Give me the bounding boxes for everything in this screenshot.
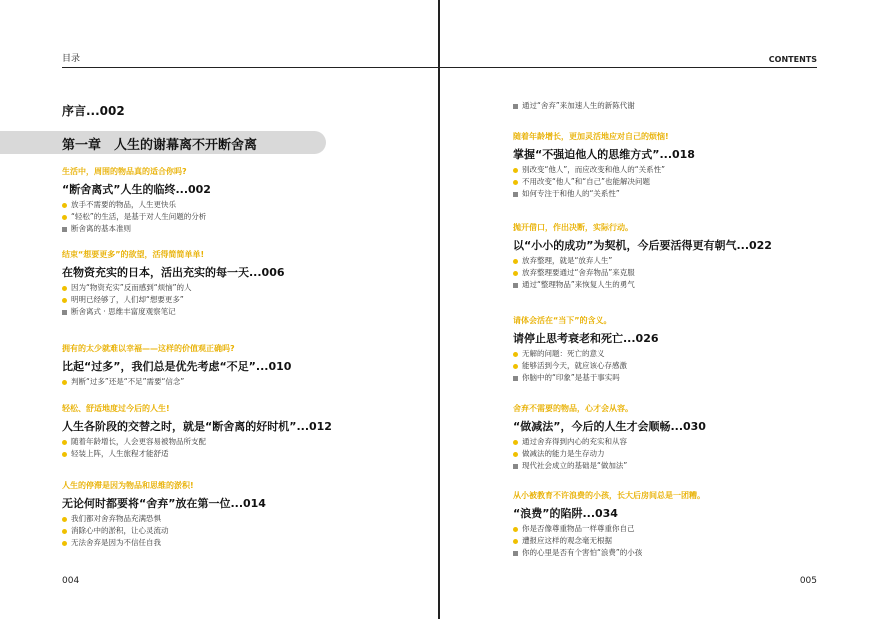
toc-item-text: 别改变“他人”，而应改变和他人的“关系性” xyxy=(522,165,666,174)
toc-item-list xyxy=(62,199,211,235)
dot-bullet-icon xyxy=(62,529,67,534)
toc-item xyxy=(513,348,659,360)
toc-section xyxy=(513,131,695,200)
square-bullet-icon xyxy=(513,376,518,381)
toc-item xyxy=(513,547,705,559)
toc-section-subtitle: 请体会活在“当下”的含义。 xyxy=(513,316,612,325)
lead-toc-item-text: 通过“舍弃”来加速人生的新陈代谢 xyxy=(522,101,635,110)
dot-bullet-icon xyxy=(513,440,518,445)
right-header-label: CONTENTS xyxy=(768,55,817,64)
toc-item xyxy=(62,211,211,223)
toc-item-text: 如何专注于和他人的“关系性” xyxy=(522,189,620,198)
left-header-rule xyxy=(62,67,438,68)
toc-item xyxy=(62,199,211,211)
toc-item-text: 遭报应这样的观念毫无根据 xyxy=(522,536,612,545)
toc-item-text: 你的心里是否有个害怕“浪费”的小孩 xyxy=(522,548,643,557)
chapter-title: 第一章 人生的谢幕离不开断舍离 xyxy=(62,138,258,153)
dot-bullet-icon xyxy=(62,298,67,303)
toc-section-subtitle: 生活中，周围的物品真的适合你吗? xyxy=(62,167,187,176)
toc-item-text: 因为“物资充实”反而感到“烦恼”的人 xyxy=(71,283,192,292)
toc-section-title[interactable]: 以“小小的成功”为契机，今后要活得更有朝气...022 xyxy=(513,239,772,252)
dot-bullet-icon xyxy=(513,364,518,369)
toc-item-text: 能够活到今天，就应该心存感激 xyxy=(522,361,627,370)
toc-item-list xyxy=(62,282,285,318)
toc-item xyxy=(513,523,705,535)
toc-item xyxy=(513,360,659,372)
toc-section xyxy=(513,490,705,559)
toc-item xyxy=(513,164,695,176)
toc-section xyxy=(513,315,659,384)
toc-section xyxy=(513,403,706,472)
toc-item-list xyxy=(513,523,705,559)
dot-bullet-icon xyxy=(513,352,518,357)
toc-item xyxy=(62,294,285,306)
toc-section xyxy=(62,480,266,549)
toc-item-text: 消除心中的淤积，让心灵流动 xyxy=(71,526,169,535)
toc-item-text: 放弃整理要通过“舍弃物品”来克服 xyxy=(522,268,635,277)
right-page xyxy=(440,0,875,619)
toc-item xyxy=(513,535,705,547)
toc-item-text: 现代社会成立的基础是“做加法” xyxy=(522,461,628,470)
toc-section-title[interactable]: 在物资充实的日本，活出充实的每一天...006 xyxy=(62,266,285,279)
lead-toc-item xyxy=(513,100,635,112)
toc-item xyxy=(62,282,285,294)
toc-item-text: 放弃整理，就是“放弃人生” xyxy=(522,256,613,265)
dot-bullet-icon xyxy=(62,541,67,546)
dot-bullet-icon xyxy=(62,215,67,220)
toc-item-text: 轻装上阵，人生旅程才能舒适 xyxy=(71,449,169,458)
toc-item xyxy=(513,372,659,384)
right-header-rule xyxy=(440,67,817,68)
toc-item-text: 通过舍弃得到内心的充实和从容 xyxy=(522,437,627,446)
toc-item-list xyxy=(62,436,332,460)
toc-item-list xyxy=(62,376,291,388)
toc-section-title[interactable]: 人生各阶段的交替之时，就是“断舍离的好时机”...012 xyxy=(62,420,332,433)
dot-bullet-icon xyxy=(62,203,67,208)
preface-entry: 序言...002 xyxy=(62,104,125,118)
toc-item xyxy=(513,279,772,291)
left-header-label: 目录 xyxy=(62,54,81,64)
dot-bullet-icon xyxy=(62,517,67,522)
toc-section xyxy=(62,249,285,318)
toc-section-subtitle: 人生的停滞是因为物品和思维的淤积! xyxy=(62,481,194,490)
toc-item xyxy=(62,513,266,525)
toc-section-title[interactable]: “做减法”，今后的人生才会顺畅...030 xyxy=(513,420,706,433)
dot-bullet-icon xyxy=(513,539,518,544)
toc-item xyxy=(513,188,695,200)
toc-item-list xyxy=(513,255,772,291)
toc-section-title[interactable]: 请停止思考衰老和死亡...026 xyxy=(513,332,659,345)
toc-item xyxy=(62,448,332,460)
toc-item-list xyxy=(513,436,706,472)
toc-item-text: “轻松”的生活，是基于对人生问题的分析 xyxy=(71,212,207,221)
toc-item xyxy=(513,448,706,460)
dot-bullet-icon xyxy=(513,452,518,457)
square-bullet-icon xyxy=(62,310,67,315)
dot-bullet-icon xyxy=(62,452,67,457)
dot-bullet-icon xyxy=(513,527,518,532)
toc-item xyxy=(513,176,695,188)
toc-item-text: 无解的问题：死亡的意义 xyxy=(522,349,605,358)
toc-item-text: 放手不需要的物品，人生更快乐 xyxy=(71,200,176,209)
toc-item-text: 无法舍弃是因为不信任自我 xyxy=(71,538,161,547)
toc-section-title[interactable]: 比起“过多”，我们总是优先考虑“不足”...010 xyxy=(62,360,292,373)
toc-item xyxy=(513,267,772,279)
dot-bullet-icon xyxy=(513,259,518,264)
dot-bullet-icon xyxy=(62,440,67,445)
square-bullet-icon xyxy=(62,227,67,232)
dot-bullet-icon xyxy=(513,168,518,173)
toc-item xyxy=(62,223,211,235)
toc-section-subtitle: 结束“想要更多”的欲望，活得简简单单! xyxy=(62,250,205,259)
toc-section-title[interactable]: “断舍离式”人生的临终...002 xyxy=(62,183,211,196)
square-bullet-icon xyxy=(513,283,518,288)
toc-item xyxy=(62,376,291,388)
toc-item-list xyxy=(513,348,659,384)
toc-section-subtitle: 舍弃不需要的物品，心才会从容。 xyxy=(513,404,633,413)
toc-section-title[interactable]: “浪费”的陷阱...034 xyxy=(513,507,618,520)
toc-section-title[interactable]: 无论何时都要将“舍弃”放在第一位...014 xyxy=(62,497,266,510)
square-bullet-icon xyxy=(513,104,518,109)
toc-item xyxy=(62,525,266,537)
dot-bullet-icon xyxy=(513,271,518,276)
square-bullet-icon xyxy=(513,551,518,556)
square-bullet-icon xyxy=(513,464,518,469)
toc-section xyxy=(513,222,772,291)
toc-item-text: 我们都对舍弃物品充满恐惧 xyxy=(71,514,161,523)
toc-section xyxy=(62,343,291,388)
toc-section-title[interactable]: 掌握“不强迫他人的思维方式”...018 xyxy=(513,148,695,161)
toc-section-subtitle: 从小被教育不许浪费的小孩，长大后房间总是一团糟。 xyxy=(513,491,705,500)
lead-item-container xyxy=(513,100,635,112)
toc-item-text: 判断“过多”还是“不足”需要“信念” xyxy=(71,377,185,386)
toc-item xyxy=(62,306,285,318)
dot-bullet-icon xyxy=(62,286,67,291)
toc-item-text: 随着年龄增长，人会更容易被物品所支配 xyxy=(71,437,206,446)
toc-item-text: 通过“整理物品”来恢复人生的勇气 xyxy=(522,280,635,289)
dot-bullet-icon xyxy=(62,380,67,385)
toc-item-text: 断舍离的基本准则 xyxy=(71,224,131,233)
right-page-number: 005 xyxy=(799,576,817,586)
toc-item-list xyxy=(513,164,695,200)
toc-section-subtitle: 轻松、舒适地度过今后的人生! xyxy=(62,404,170,413)
toc-item-list xyxy=(62,513,266,549)
toc-item xyxy=(513,255,772,267)
toc-section-subtitle: 拥有的太少就难以幸福——这样的价值观正确吗? xyxy=(62,344,235,353)
dot-bullet-icon xyxy=(513,180,518,185)
toc-item xyxy=(62,436,332,448)
toc-item-text: 断舍离式 · 思维丰富度观察笔记 xyxy=(71,307,176,316)
toc-item-text: 你是否像尊重物品一样尊重你自己 xyxy=(522,524,635,533)
toc-section xyxy=(62,166,211,235)
toc-item-text: 不用改变“他人”和“自己”也能解决问题 xyxy=(522,177,651,186)
toc-item xyxy=(513,460,706,472)
square-bullet-icon xyxy=(513,192,518,197)
toc-item xyxy=(513,436,706,448)
toc-item-text: 做减法的能力是生存动力 xyxy=(522,449,605,458)
left-page-number: 004 xyxy=(62,576,80,586)
toc-item-text: 你脑中的“印象”是基于事实吗 xyxy=(522,373,620,382)
toc-section-subtitle: 随着年龄增长，更加灵活地应对自己的烦恼! xyxy=(513,132,669,141)
toc-item-text: 明明已经够了，人们却“想要更多” xyxy=(71,295,184,304)
toc-section-subtitle: 抛开借口，作出决断，实际行动。 xyxy=(513,223,633,232)
toc-section xyxy=(62,403,332,460)
toc-item xyxy=(62,537,266,549)
